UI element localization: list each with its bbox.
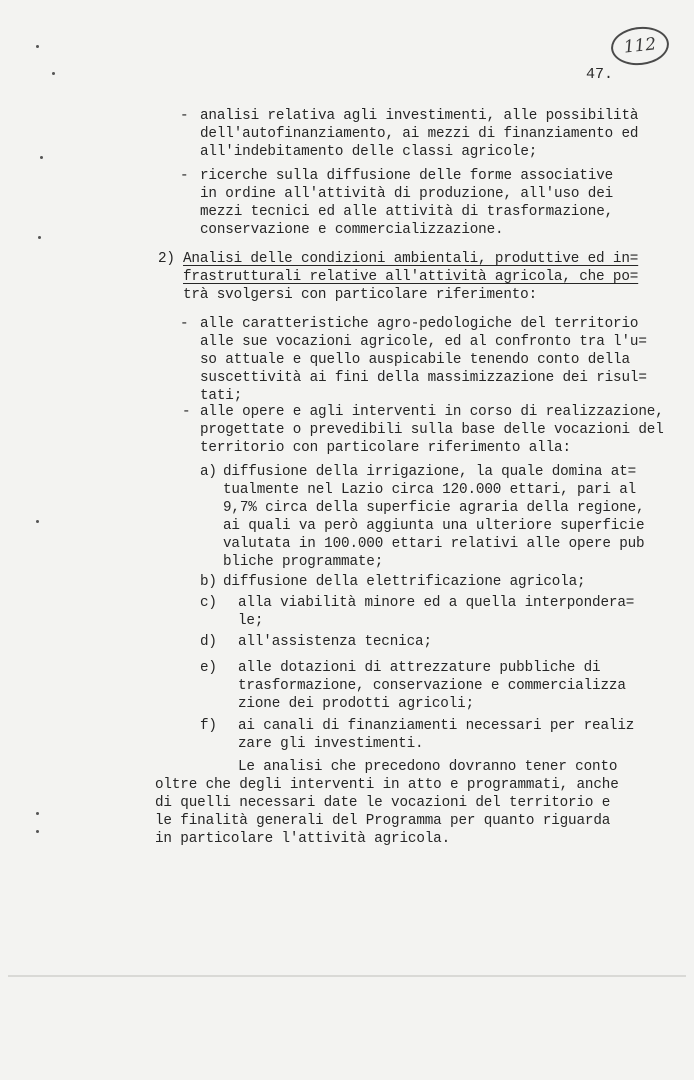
bullet-line: alle opere e agli interventi in corso di realizzazione, (200, 404, 664, 420)
item-label: f) (200, 718, 217, 734)
item-line: diffusione della elettrificazione agricola; (223, 574, 586, 590)
item-line: 9,7% circa della superficie agraria della regione, (223, 500, 645, 516)
item-label: e) (200, 660, 217, 676)
bullet-marker: - (180, 108, 189, 124)
bullet-line: mezzi tecnici ed alle attività di trasformazione, (200, 204, 614, 220)
archive-stamp: 112 (609, 24, 671, 68)
item-line: valutata in 100.000 ettari relativi alle opere pub (223, 536, 645, 552)
section-heading-line: Analisi delle condizioni ambientali, produttive ed in= (183, 251, 639, 267)
bullet-marker: - (180, 316, 189, 332)
bullet-line: tati; (200, 388, 243, 404)
item-line: le; (238, 613, 264, 629)
item-line: ai quali va però aggiunta una ulteriore superficie (223, 518, 645, 534)
scan-speck (40, 156, 43, 159)
bullet-line: all'indebitamento delle classi agricole; (200, 144, 538, 160)
paragraph-line: oltre che degli interventi in atto e programmati, anche (155, 777, 619, 793)
bullet-line: suscettività ai fini della massimizzazione dei risul= (200, 370, 647, 386)
item-line: alle dotazioni di attrezzature pubbliche di (238, 660, 601, 676)
bullet-marker: - (180, 168, 189, 184)
scan-fold-line (8, 975, 686, 977)
scan-speck (38, 236, 41, 239)
item-label: b) (200, 574, 217, 590)
item-label: d) (200, 634, 217, 650)
bullet-line: territorio con particolare riferimento alla: (200, 440, 571, 456)
scan-speck (36, 45, 39, 48)
section-heading-line: frastrutturali relative all'attività agricola, che po= (183, 269, 639, 285)
item-label: c) (200, 595, 217, 611)
bullet-line: so attuale e quello auspicabile tenendo conto della (200, 352, 630, 368)
paragraph-line: di quelli necessari date le vocazioni del territorio e (155, 795, 611, 811)
paragraph-line: in particolare l'attività agricola. (155, 831, 451, 847)
item-label: a) (200, 464, 217, 480)
item-line: zione dei prodotti agricoli; (238, 696, 475, 712)
scan-speck (36, 812, 39, 815)
scan-speck (52, 72, 55, 75)
item-line: ai canali di finanziamenti necessari per realiz (238, 718, 635, 734)
page-number: 47. (586, 66, 614, 83)
bullet-marker: - (182, 404, 191, 420)
item-line: alla viabilità minore ed a quella interpondera= (238, 595, 635, 611)
section-heading-line: trà svolgersi con particolare riferimento: (183, 287, 538, 303)
bullet-line: alle sue vocazioni agricole, ed al confronto tra l'u= (200, 334, 647, 350)
bullet-line: dell'autofinanziamento, ai mezzi di finanziamento ed (200, 126, 639, 142)
bullet-line: analisi relativa agli investimenti, alle possibilità (200, 108, 639, 124)
bullet-line: alle caratteristiche agro-pedologiche del territorio (200, 316, 639, 332)
bullet-line: conservazione e commercializzazione. (200, 222, 504, 238)
paragraph-line: le finalità generali del Programma per quanto riguarda (155, 813, 611, 829)
item-line: diffusione della irrigazione, la quale domina at= (223, 464, 637, 480)
bullet-line: ricerche sulla diffusione delle forme associative (200, 168, 614, 184)
item-line: trasformazione, conservazione e commercializza (238, 678, 626, 694)
item-line: tualmente nel Lazio circa 120.000 ettari, pari al (223, 482, 637, 498)
bullet-line: in ordine all'attività di produzione, all'uso dei (200, 186, 614, 202)
paragraph-line: Le analisi che precedono dovranno tener conto (238, 759, 618, 775)
scan-speck (36, 520, 39, 523)
scan-speck (36, 830, 39, 833)
bullet-line: progettate o prevedibili sulla base delle vocazioni del (200, 422, 664, 438)
item-line: bliche programmate; (223, 554, 384, 570)
item-line: all'assistenza tecnica; (238, 634, 432, 650)
section-number: 2) (158, 251, 175, 267)
item-line: zare gli investimenti. (238, 736, 424, 752)
